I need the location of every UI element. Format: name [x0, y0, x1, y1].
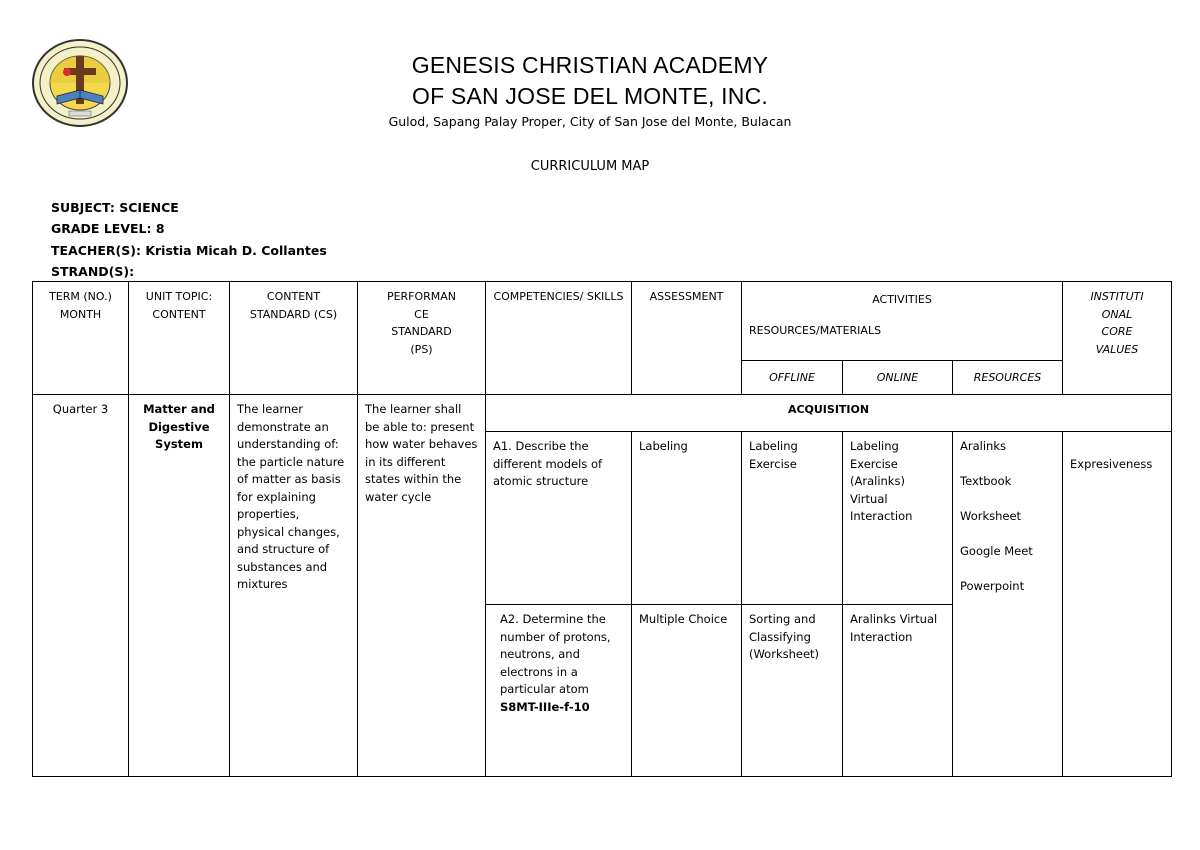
school-seal-icon	[31, 38, 129, 128]
header-ps-line4: (PS)	[410, 342, 433, 356]
competency-a2-code: S8MT-IIIe-f-10	[500, 699, 590, 714]
online-a1-text: Labeling Exercise (Aralinks) Virtual Interaction	[850, 439, 913, 523]
cell-assessment-a1	[632, 432, 742, 605]
cell-offline-a1	[742, 432, 843, 605]
strands-label: STRAND(S):	[51, 264, 135, 279]
cell-phase	[486, 395, 1172, 432]
header-cv-line1: INSTITUTI	[1090, 290, 1144, 303]
cell-assessment-a2	[632, 605, 742, 777]
header-assessment	[632, 282, 742, 395]
header-resources-label: RESOURCES	[973, 370, 1042, 384]
cell-competency-a2	[486, 605, 632, 777]
offline-a1-text: Labeling Exercise	[749, 439, 798, 471]
term-value: Quarter 3	[52, 402, 109, 416]
header-resources	[953, 361, 1063, 395]
header-content-standard	[230, 282, 358, 395]
resource-item: Worksheet	[960, 509, 1022, 523]
school-name-line1: GENESIS CHRISTIAN ACADEMY	[411, 52, 769, 78]
header-ps-line2: CE	[414, 307, 429, 321]
header-cv-line2: ONAL	[1101, 307, 1133, 321]
cell-resources	[953, 432, 1063, 777]
header-ps-line3: STANDARD	[391, 325, 452, 338]
header-offline-label: OFFLINE	[769, 370, 815, 384]
header-content-standard-label: CONTENT STANDARD (CS)	[249, 290, 338, 321]
teachers-label: TEACHER(S): Kristia Micah D. Collantes	[51, 243, 327, 258]
cell-term	[33, 395, 129, 777]
subject-label: SUBJECT: SCIENCE	[51, 200, 179, 215]
cell-offline-a2	[742, 605, 843, 777]
cell-online-a1	[843, 432, 953, 605]
unit-topic-value: Matter and Digestive System	[143, 402, 215, 451]
resource-item: Powerpoint	[960, 579, 1025, 593]
header-ps-line1: PERFORMAN	[386, 290, 457, 303]
resource-item: Aralinks	[960, 439, 1006, 453]
header-term	[33, 282, 129, 395]
assessment-a1-text: Labeling	[639, 439, 688, 453]
header-performance-standard	[358, 282, 486, 395]
competency-a1-text: A1. Describe the different models of atomic structure	[493, 439, 603, 488]
document-title: CURRICULUM MAP	[530, 159, 650, 174]
header-cv-line3: CORE	[1101, 325, 1133, 338]
cell-online-a2	[843, 605, 953, 777]
cell-content-standard	[230, 395, 358, 777]
header-core-values	[1063, 282, 1172, 395]
header-term-label: TERM (NO.) MONTH	[49, 290, 112, 321]
header-unit-topic-label: UNIT TOPIC: CONTENT	[145, 290, 213, 321]
school-name-line2: OF SAN JOSE DEL MONTE, INC.	[412, 83, 768, 109]
cell-performance-standard	[358, 395, 486, 777]
competency-a2-text: A2. Determine the number of protons, neutrons, and electrons in a particular atom	[500, 612, 611, 696]
header-assessment-label: ASSESSMENT	[649, 290, 724, 303]
header-competencies	[486, 282, 632, 395]
offline-a2-text: Sorting and Classifying (Worksheet)	[749, 612, 820, 661]
resource-item: Google Meet	[960, 544, 1033, 558]
header-online	[843, 361, 953, 395]
performance-standard-value: The learner shall be able to: present how water behaves in its different states within the water cycle	[365, 402, 478, 504]
cell-competency-a1	[486, 432, 632, 605]
school-address: Gulod, Sapang Palay Proper, City of San Jose del Monte, Bulacan	[388, 114, 792, 129]
core-value-text: Expresiveness	[1070, 457, 1153, 471]
header-activities-label: ACTIVITIES	[872, 293, 932, 306]
grade-level-label: GRADE LEVEL: 8	[51, 221, 165, 236]
content-standard-value: The learner demonstrate an understanding of: the particle nature of matter as basis for explaining properties, physical changes, and structure of substances and mixtures	[237, 402, 345, 591]
assessment-a2-text: Multiple Choice	[639, 612, 728, 626]
header-activities	[742, 282, 1063, 361]
header-unit-topic	[129, 282, 230, 395]
curriculum-map-table	[32, 281, 1172, 777]
cell-core-value	[1063, 432, 1172, 777]
header-competencies-label: COMPETENCIES/ SKILLS	[493, 290, 624, 303]
header-resources-materials-label: RESOURCES/MATERIALS	[749, 323, 882, 337]
online-a2-text: Aralinks Virtual Interaction	[850, 612, 938, 644]
cell-unit-topic	[129, 395, 230, 777]
header-online-label: ONLINE	[876, 370, 919, 384]
phase-label: ACQUISITION	[787, 403, 870, 416]
header-offline	[742, 361, 843, 395]
header-cv-line4: VALUES	[1095, 342, 1139, 356]
resource-item: Textbook	[960, 474, 1012, 488]
